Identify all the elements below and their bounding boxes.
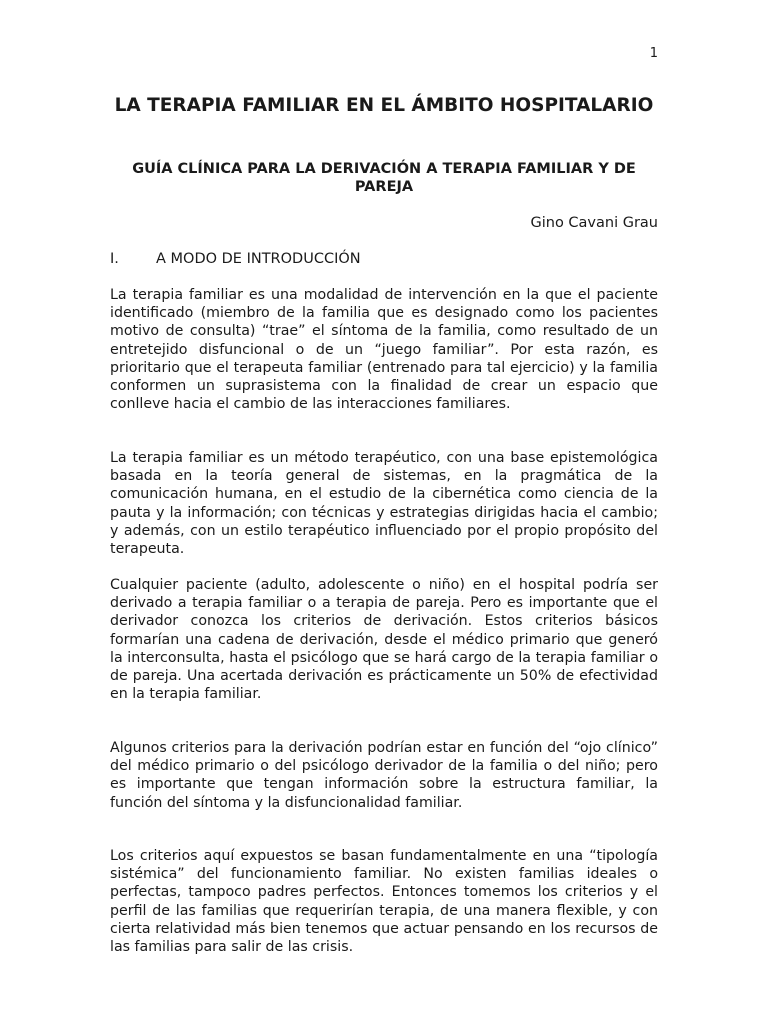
paragraph: La terapia familiar es un método terapéutico, con una base epistemológica basada en la teoría general de sistemas, en la pragmática de la comunicación humana, en el estudio de la cibernética como ciencia de la pauta y la información; con técnicas y estrategias dirigidas hacia el cambio; y además, con un estilo terapéutico influenciado por el propio propósito del terapeuta. bbox=[110, 450, 658, 558]
paragraph: Los criterios aquí expuestos se basan fundamentalmente en una “tipología sistémica” del funcionamiento familiar. No existen familias ideales o perfectas, tampoco padres perfectos. Entonces tomemos los criterios y el perfil de las familias que requerirían terapia, de una manera flexible, y con cierta relatividad más bien tenemos que actuar pensando en los recursos de las familias para salir de las crisis. bbox=[110, 848, 658, 956]
section-title: A MODO DE INTRODUCCIÓN bbox=[156, 251, 361, 267]
document-title: LA TERAPIA FAMILIAR EN EL ÁMBITO HOSPITALARIO bbox=[114, 95, 654, 116]
paragraph: Algunos criterios para la derivación podrían estar en función del “ojo clínico” del médico primario o del psicólogo derivador de la familia o del niño; pero es importante que tengan información sobre la estructura familiar, la función del síntoma y la disfuncionalidad familiar. bbox=[110, 740, 658, 811]
section-heading bbox=[110, 250, 361, 268]
section-number: I. bbox=[110, 251, 119, 267]
paragraph: La terapia familiar es una modalidad de intervención en la que el paciente identificado (miembro de la familia que es designado como los pacientes motivo de consulta) “trae” el síntoma de la familia, como resultado de un entretejido disfuncional o de un “juego familiar”. Por esta razón, es prioritario que el terapeuta familiar (entrenado para tal ejercicio) y la familia conformen un suprasistema con la finalidad de crear un espacio que conlleve hacia el cambio de las interacciones familiares. bbox=[110, 287, 658, 413]
document-subtitle: GUÍA CLÍNICA PARA LA DERIVACIÓN A TERAPIA FAMILIAR Y DE PAREJA bbox=[132, 161, 636, 195]
author-name: Gino Cavani Grau bbox=[530, 215, 658, 231]
page-number: 1 bbox=[649, 46, 658, 61]
paragraph: Cualquier paciente (adulto, adolescente o niño) en el hospital podría ser derivado a terapia familiar o a terapia de pareja. Pero es importante que el derivador conozca los criterios de derivación. Estos criterios básicos formarían una cadena de derivación, desde el médico primario que generó la interconsulta, hasta el psicólogo que se hará cargo de la terapia familiar o de pareja. Una acertada derivación es prácticamente un 50% de efectividad en la terapia familiar. bbox=[110, 577, 658, 703]
